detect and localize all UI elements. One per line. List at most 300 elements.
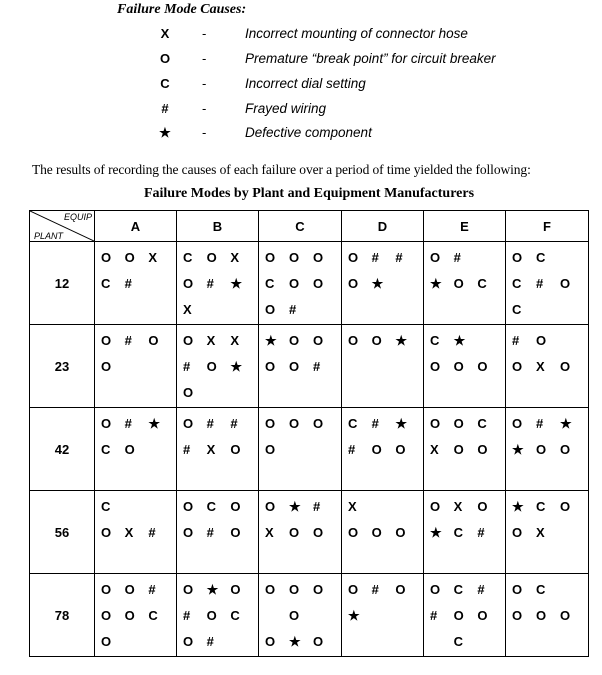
- failure-symbol: O: [230, 499, 241, 514]
- failure-symbol: O: [395, 525, 406, 540]
- failure-symbol: O: [512, 608, 523, 623]
- failure-symbol: ★: [289, 634, 301, 649]
- data-cell: [177, 408, 259, 491]
- failure-symbol: [265, 380, 289, 406]
- legend-item: [0, 101, 602, 121]
- failure-symbol: [395, 629, 419, 655]
- column-header: D: [342, 211, 424, 242]
- failure-symbol: O: [265, 582, 276, 597]
- legend-title: Failure Mode Causes:: [117, 2, 247, 17]
- failure-symbol: X: [453, 499, 463, 514]
- failure-symbol: #: [371, 582, 379, 597]
- failure-symbol: C: [101, 499, 111, 514]
- failure-symbol: [148, 297, 172, 323]
- symbol-grid: [177, 408, 258, 489]
- failure-symbol: O: [183, 525, 194, 540]
- legend-dash: -: [202, 26, 207, 41]
- failure-symbol: [289, 380, 313, 406]
- failure-symbol: #: [536, 276, 544, 291]
- failure-symbol: [395, 297, 419, 323]
- legend-description: Incorrect dial setting: [245, 76, 366, 91]
- failure-symbol: C: [101, 442, 111, 457]
- failure-symbol: [512, 380, 536, 406]
- failure-symbol: ★: [395, 333, 407, 348]
- failure-symbol: C: [477, 276, 487, 291]
- failure-symbol: O: [289, 276, 300, 291]
- failure-symbol: O: [289, 333, 300, 348]
- symbol-grid: [259, 325, 341, 406]
- legend-symbol: ★: [159, 125, 171, 140]
- data-cell: [424, 325, 506, 408]
- failure-symbol: C: [512, 276, 522, 291]
- failure-symbol: ★: [265, 333, 277, 348]
- column-header: C: [259, 211, 342, 242]
- corner-plant-label: PLANT: [34, 231, 64, 241]
- failure-symbol: O: [477, 499, 488, 514]
- failure-symbol: #: [148, 582, 156, 597]
- failure-symbol: O: [148, 333, 159, 348]
- failure-symbol: [101, 463, 125, 489]
- legend-dash: -: [202, 51, 207, 66]
- failure-symbol: #: [124, 276, 132, 291]
- failure-symbol: C: [101, 276, 111, 291]
- failure-symbol: #: [453, 250, 461, 265]
- failure-symbol: ★: [289, 499, 301, 514]
- corner-equip-label: EQUIP: [63, 212, 92, 222]
- failure-symbol: [536, 629, 560, 655]
- failure-symbol: [372, 297, 396, 323]
- failure-symbol: [230, 629, 254, 655]
- plant-label: 23: [30, 325, 95, 408]
- failure-symbol: O: [183, 333, 194, 348]
- failure-symbol: [101, 546, 125, 572]
- symbol-grid: [342, 574, 423, 655]
- failure-symbol: ★: [512, 442, 524, 457]
- symbol-grid: [259, 242, 341, 323]
- failure-modes-table: [29, 210, 589, 657]
- failure-symbol: O: [289, 525, 300, 540]
- failure-symbol: [148, 463, 172, 489]
- symbol-grid: [95, 574, 176, 655]
- failure-symbol: [560, 577, 584, 603]
- legend-item: [0, 76, 602, 96]
- failure-symbol: #: [477, 582, 485, 597]
- failure-symbol: X: [206, 333, 216, 348]
- failure-symbol: #: [313, 359, 321, 374]
- failure-symbol: [125, 546, 149, 572]
- failure-symbol: [395, 354, 419, 380]
- symbol-grid: [95, 408, 176, 489]
- failure-symbol: O: [536, 608, 547, 623]
- failure-symbol: #: [206, 276, 214, 291]
- failure-symbol: O: [313, 276, 324, 291]
- failure-symbol: ★: [560, 416, 572, 431]
- failure-symbol: [313, 297, 337, 323]
- failure-symbol: X: [206, 442, 216, 457]
- failure-symbol: #: [183, 442, 191, 457]
- data-cell: [342, 574, 424, 657]
- failure-symbol: #: [206, 634, 214, 649]
- failure-symbol: [348, 354, 372, 380]
- failure-symbol: O: [430, 499, 441, 514]
- plant-label: 78: [30, 574, 95, 657]
- data-cell: [424, 491, 506, 574]
- failure-symbol: O: [430, 359, 441, 374]
- failure-symbol: [560, 328, 584, 354]
- failure-symbol: [289, 463, 313, 489]
- column-header: A: [95, 211, 177, 242]
- symbol-grid: [95, 491, 176, 572]
- symbol-grid: [424, 242, 505, 323]
- failure-symbol: X: [265, 525, 274, 540]
- legend-description: Premature “break point” for circuit breaker: [245, 51, 496, 66]
- failure-symbol: [372, 494, 396, 520]
- failure-symbol: [207, 546, 231, 572]
- data-cell: [95, 325, 177, 408]
- failure-symbol: #: [230, 416, 238, 431]
- failure-symbol: O: [289, 582, 300, 597]
- header-row: [30, 211, 589, 242]
- failure-symbol: [265, 603, 289, 629]
- legend-dash: -: [202, 76, 207, 91]
- failure-symbol: [512, 629, 536, 655]
- legend-description: Frayed wiring: [245, 101, 327, 116]
- data-cell: [342, 408, 424, 491]
- failure-symbol: [512, 463, 536, 489]
- failure-symbol: [372, 380, 396, 406]
- failure-symbol: [430, 297, 454, 323]
- failure-symbol: [289, 546, 313, 572]
- failure-symbol: O: [477, 608, 488, 623]
- failure-symbol: O: [348, 250, 359, 265]
- failure-symbol: [477, 297, 501, 323]
- legend-dash: -: [202, 101, 207, 116]
- failure-symbol: O: [101, 525, 112, 540]
- column-header: F: [506, 211, 589, 242]
- failure-symbol: X: [230, 333, 239, 348]
- failure-symbol: O: [512, 582, 523, 597]
- data-cell: [506, 242, 589, 325]
- failure-symbol: O: [453, 359, 464, 374]
- failure-symbol: O: [183, 634, 194, 649]
- failure-symbol: #: [183, 608, 191, 623]
- plant-label: 12: [30, 242, 95, 325]
- failure-symbol: O: [101, 608, 112, 623]
- symbol-grid: [424, 408, 505, 489]
- failure-symbol: [395, 494, 419, 520]
- data-cell: [177, 491, 259, 574]
- symbol-grid: [342, 325, 423, 406]
- symbol-grid: [342, 242, 423, 323]
- failure-symbol: O: [395, 582, 406, 597]
- failure-symbol: C: [453, 634, 464, 649]
- failure-symbol: [148, 437, 172, 463]
- failure-symbol: O: [183, 385, 194, 400]
- data-cell: [506, 325, 589, 408]
- symbol-grid: [506, 491, 588, 572]
- failure-symbol: O: [289, 359, 300, 374]
- symbol-grid: [424, 574, 505, 655]
- failure-symbol: [560, 297, 584, 323]
- failure-symbol: #: [313, 499, 321, 514]
- failure-symbol: #: [348, 442, 356, 457]
- failure-symbol: O: [313, 333, 324, 348]
- symbol-grid: [506, 574, 588, 655]
- failure-symbol: O: [230, 582, 241, 597]
- failure-symbol: O: [265, 499, 276, 514]
- table-row: [30, 325, 589, 408]
- symbol-grid: [506, 325, 588, 406]
- failure-symbol: [372, 603, 396, 629]
- failure-symbol: C: [265, 276, 275, 291]
- failure-symbol: ★: [430, 525, 442, 540]
- data-cell: [259, 242, 342, 325]
- failure-symbol: [148, 494, 172, 520]
- failure-symbol: O: [453, 442, 464, 457]
- failure-symbol: C: [536, 499, 546, 514]
- failure-symbol: [348, 463, 372, 489]
- failure-symbol: O: [124, 250, 135, 265]
- failure-symbol: ★: [230, 276, 242, 291]
- symbol-grid: [259, 491, 341, 572]
- data-cell: [424, 408, 506, 491]
- failure-symbol: O: [395, 442, 406, 457]
- failure-symbol: O: [512, 416, 523, 431]
- failure-symbol: [348, 546, 372, 572]
- failure-symbol: ★: [206, 582, 219, 597]
- data-cell: [424, 242, 506, 325]
- failure-symbol: #: [183, 359, 191, 374]
- failure-symbol: [560, 629, 584, 655]
- data-cell: [259, 574, 342, 657]
- failure-symbol: O: [430, 416, 441, 431]
- failure-symbol: #: [477, 525, 485, 540]
- failure-symbol: C: [206, 499, 217, 514]
- failure-symbol: [265, 546, 289, 572]
- failure-symbol: [560, 245, 584, 271]
- corner-header: [30, 211, 95, 242]
- failure-symbol: ★: [371, 276, 384, 291]
- failure-symbol: O: [560, 276, 571, 291]
- table-row: [30, 491, 589, 574]
- failure-symbol: O: [512, 359, 523, 374]
- failure-symbol: O: [289, 416, 300, 431]
- failure-symbol: [454, 297, 478, 323]
- failure-symbol: O: [371, 525, 382, 540]
- symbol-grid: [342, 491, 423, 572]
- failure-symbol: [454, 380, 478, 406]
- failure-symbol: #: [371, 416, 379, 431]
- failure-symbol: [536, 297, 560, 323]
- symbol-grid: [95, 325, 176, 406]
- data-cell: [342, 242, 424, 325]
- failure-symbol: O: [101, 359, 112, 374]
- failure-symbol: [395, 380, 419, 406]
- failure-symbol: O: [477, 359, 488, 374]
- failure-symbol: O: [430, 250, 441, 265]
- failure-symbol: X: [183, 302, 192, 317]
- table-row: [30, 408, 589, 491]
- failure-symbol: #: [371, 250, 379, 265]
- failure-symbol: [372, 546, 396, 572]
- failure-symbol: [477, 245, 501, 271]
- failure-symbol: O: [101, 250, 112, 265]
- plant-label: 42: [30, 408, 95, 491]
- failure-symbol: O: [313, 634, 324, 649]
- failure-symbol: [430, 463, 454, 489]
- failure-symbol: C: [348, 416, 358, 431]
- failure-symbol: [536, 380, 560, 406]
- data-cell: [95, 242, 177, 325]
- failure-symbol: ★: [230, 359, 242, 374]
- symbol-grid: [424, 491, 505, 572]
- failure-symbol: [148, 629, 172, 655]
- table-row: [30, 242, 589, 325]
- failure-symbol: O: [348, 276, 359, 291]
- failure-symbol: O: [265, 442, 276, 457]
- failure-symbol: [207, 380, 231, 406]
- intro-paragraph: The results of recording the causes of each failure over a period of time yielded the following:: [32, 162, 531, 177]
- failure-symbol: [454, 546, 478, 572]
- failure-symbol: O: [183, 499, 194, 514]
- failure-symbol: O: [430, 582, 441, 597]
- failure-symbol: [348, 297, 372, 323]
- failure-symbol: [230, 546, 254, 572]
- data-cell: [95, 408, 177, 491]
- failure-symbol: O: [183, 276, 194, 291]
- failure-symbol: [477, 380, 501, 406]
- failure-symbol: O: [124, 442, 135, 457]
- table-title: [0, 186, 602, 202]
- failure-symbol: #: [512, 333, 520, 348]
- failure-symbol: [372, 354, 396, 380]
- data-cell: [259, 491, 342, 574]
- failure-symbol: O: [206, 250, 217, 265]
- failure-symbol: #: [206, 416, 214, 431]
- failure-symbol: [430, 380, 454, 406]
- data-cell: [424, 574, 506, 657]
- failure-symbol: [183, 546, 207, 572]
- failure-symbol: [207, 463, 231, 489]
- failure-symbol: #: [289, 302, 297, 317]
- failure-symbol: ★: [512, 499, 524, 514]
- failure-symbol: [101, 297, 125, 323]
- data-cell: [177, 242, 259, 325]
- failure-symbol: [395, 603, 419, 629]
- data-cell: [95, 491, 177, 574]
- failure-symbol: [230, 297, 254, 323]
- failure-symbol: O: [183, 416, 194, 431]
- failure-symbol: [560, 380, 584, 406]
- failure-symbol: X: [124, 525, 134, 540]
- legend-item: [0, 26, 602, 46]
- failure-symbol: X: [348, 499, 357, 514]
- symbol-grid: [342, 408, 423, 489]
- failure-symbol: [536, 546, 560, 572]
- failure-symbol: O: [101, 416, 112, 431]
- failure-symbol: O: [183, 582, 194, 597]
- failure-symbol: O: [101, 582, 112, 597]
- failure-symbol: [430, 546, 454, 572]
- failure-symbol: O: [313, 582, 324, 597]
- symbol-grid: [177, 574, 258, 655]
- failure-symbol: [560, 520, 584, 546]
- failure-symbol: O: [265, 302, 276, 317]
- failure-symbol: X: [148, 250, 157, 265]
- failure-symbol: [207, 297, 231, 323]
- symbol-grid: [95, 242, 176, 323]
- failure-symbol: O: [265, 250, 276, 265]
- failure-symbol: [512, 546, 536, 572]
- failure-symbol: [125, 463, 149, 489]
- failure-symbol: O: [313, 250, 324, 265]
- failure-symbol: C: [536, 582, 546, 597]
- data-cell: [506, 491, 589, 574]
- failure-symbol: [313, 463, 337, 489]
- failure-symbol: O: [230, 525, 241, 540]
- failure-symbol: O: [101, 333, 112, 348]
- data-cell: [342, 491, 424, 574]
- failure-symbol: [477, 546, 501, 572]
- failure-symbol: [477, 629, 501, 655]
- failure-symbol: [372, 629, 396, 655]
- failure-symbol: [125, 629, 149, 655]
- failure-symbol: X: [230, 250, 239, 265]
- failure-symbol: O: [124, 608, 135, 623]
- legend-symbol: C: [160, 76, 170, 91]
- failure-symbol: #: [395, 250, 403, 265]
- symbol-grid: [259, 574, 341, 655]
- failure-symbol: [125, 494, 149, 520]
- failure-symbol: [183, 463, 207, 489]
- failure-symbol: ★: [453, 333, 466, 348]
- table-title-text: Failure Modes by Plant and Equipment Manufacturers: [143, 186, 475, 201]
- symbol-grid: [506, 408, 588, 489]
- legend-symbol: #: [161, 101, 169, 116]
- failure-symbol: #: [148, 525, 156, 540]
- failure-symbol: C: [453, 525, 464, 540]
- failure-symbol: ★: [430, 276, 442, 291]
- failure-symbol: [230, 380, 254, 406]
- failure-symbol: O: [265, 416, 276, 431]
- failure-symbol: C: [183, 250, 193, 265]
- table-body: [30, 242, 589, 657]
- failure-symbol: #: [430, 608, 438, 623]
- failure-symbol: X: [536, 359, 545, 374]
- symbol-grid: [177, 325, 258, 406]
- failure-symbol: [372, 463, 396, 489]
- failure-symbol: O: [348, 333, 359, 348]
- failure-symbol: #: [536, 416, 544, 431]
- failure-symbol: O: [536, 333, 547, 348]
- failure-symbol: X: [430, 442, 439, 457]
- failure-symbol: C: [477, 416, 487, 431]
- symbol-grid: [177, 491, 258, 572]
- failure-symbol: [395, 271, 419, 297]
- failure-symbol: O: [560, 608, 571, 623]
- failure-symbol: O: [536, 442, 547, 457]
- failure-symbol: ★: [148, 416, 160, 431]
- failure-symbol: O: [453, 276, 464, 291]
- failure-symbol: O: [230, 442, 241, 457]
- failure-symbol: O: [371, 333, 382, 348]
- failure-symbol: C: [230, 608, 240, 623]
- failure-symbol: [125, 354, 149, 380]
- failure-symbol: O: [206, 359, 217, 374]
- failure-symbol: O: [512, 250, 523, 265]
- plant-label: 56: [30, 491, 95, 574]
- failure-symbol: O: [348, 582, 359, 597]
